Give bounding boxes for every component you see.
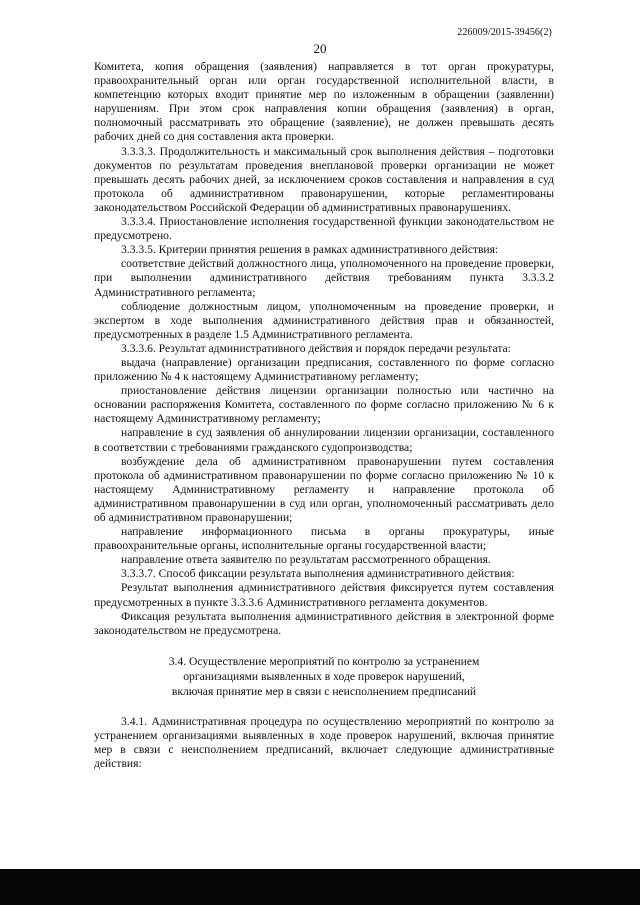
paragraph: 3.3.3.5. Критерии принятия решения в рамках административного действия: — [121, 243, 499, 257]
section-heading — [94, 654, 554, 699]
paragraph: 3.3.3.4. Приостановление исполнения государственной функции законодательством не предусмотрено. — [94, 215, 554, 243]
paragraph: Фиксация результата выполнения административного действия в электронной форме законодательством не предусмотрена. — [94, 609, 554, 637]
paragraph: приостановление действия лицензии организации полностью или частично на основании распоряжения Комитета, составленного по форме согласно приложению № 6 к настоящему Административному регламенту; — [94, 384, 554, 426]
section-heading-line: включая принятие мер в связи с неисполнением предписаний — [171, 684, 477, 698]
paragraph: 3.4.1. Административная процедура по осуществлению мероприятий по контролю за устранением организациями выявленных в ходе проверок нарушений, включая принятие мер в связи с неисполнением предписаний, включает следующие административные действия: — [94, 714, 554, 771]
paragraph: соответствие действий должностного лица, уполномоченного на проведение проверки, при выполнении административного действия требованиям пункта 3.3.3.2 Административного регламента; — [94, 257, 554, 299]
paragraph: направление ответа заявителю по результатам рассмотренного обращения. — [121, 553, 491, 567]
paragraph: направление информационного письма в органы прокуратуры, иные правоохранительные органы, исполнительные органы государственной власти; — [94, 525, 554, 553]
section-heading-line: организациями выявленных в ходе проверок нарушений, — [183, 669, 465, 683]
paragraph: выдача (направление) организации предписания, составленного по форме согласно приложению № 4 к настоящему Административному регламенту; — [94, 355, 554, 384]
section-heading-line: 3.4. Осуществление мероприятий по контролю за устранением — [168, 654, 480, 668]
document-body — [94, 60, 554, 771]
paragraph: возбуждение дела об административном правонарушении путем составления протокола об административном правонарушении по форме согласно приложению № 10 к настоящему Административному регламенту и направление протокола об административном правонарушении в суд или орган, уполномоченный рассматривать дело об административном правонарушении; — [94, 454, 554, 524]
paragraph: 3.3.3.7. Способ фиксации результата выполнения административного действия: — [121, 567, 515, 581]
paragraph: соблюдение должностным лицом, уполномоченным на проведение проверки, и экспертом в ходе выполнения административного действия прав и обязанностей, предусмотренных в разделе 1.5 Административного регламента. — [94, 299, 554, 341]
paragraph: 3.3.3.3. Продолжительность и максимальный срок выполнения действия – подготовки документов по результатам проведения внеплановой проверки организации не может превышать десять рабочих дней, за исключением сроков составления и направления в суд протокола об административном правонарушении, которые регламентированы законодательством Российской Федерации об административных правонарушениях. — [94, 144, 554, 214]
page-number: 20 — [313, 41, 327, 56]
paragraph: Результат выполнения административного действия фиксируется путем составления предусмотренных в пункте 3.3.3.6 Административного регламента документов. — [94, 581, 554, 609]
scan-bottom-band — [0, 869, 640, 905]
document-id: 226009/2015-39456(2) — [457, 27, 552, 38]
paragraph: направление в суд заявления об аннулировании лицензии организации, составленного в соответствии с требованиями гражданского судопроизводства; — [94, 426, 554, 454]
paragraph: Комитета, копия обращения (заявления) направляется в тот орган прокуратуры, правоохранительный орган или орган государственной исполнительной власти, в компетенцию которых входит принятие мер по изложенным в обращении (заявлении) нарушениям. При этом срок направления копии обращения (заявления) в орган, полномочный рассматривать это обращение (заявление), не должен превышать десять рабочих дней со дня составления акта проверки. — [94, 60, 554, 144]
paragraph: 3.3.3.6. Результат административного действия и порядок передачи результата: — [121, 341, 511, 355]
